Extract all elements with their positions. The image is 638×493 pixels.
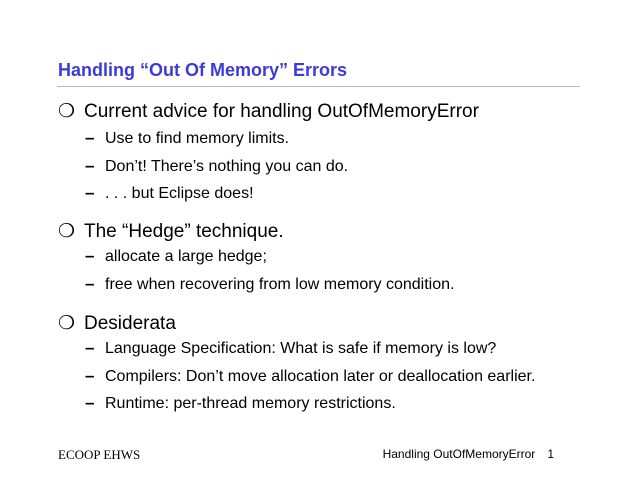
circle-bullet-icon: ❍ — [58, 100, 76, 122]
sub-item-text: Language Specification: What is safe if memory is low? — [105, 340, 497, 357]
sub-item — [85, 366, 535, 386]
dash-icon: – — [85, 128, 95, 147]
sub-item — [85, 156, 348, 176]
sub-item — [85, 393, 396, 413]
footer-venue: ECOOP EHWS — [58, 447, 141, 462]
slide-title: Handling “Out Of Memory” Errors — [58, 60, 348, 80]
sub-item-text: Use to find memory limits. — [105, 130, 290, 147]
bullet-hedge-technique — [58, 220, 284, 243]
sub-item-text: allocate a large hedge; — [105, 248, 267, 265]
sub-item-text: Compilers: Don’t move allocation later or deallocation earlier. — [105, 368, 536, 385]
bullet-text: The “Hedge” technique. — [84, 221, 284, 242]
sub-item-text: . . . but Eclipse does! — [105, 185, 254, 202]
sub-item — [85, 183, 254, 203]
sub-item — [85, 128, 289, 148]
title-divider — [57, 86, 580, 87]
sub-item — [85, 274, 454, 294]
page-number: 1 — [547, 447, 554, 461]
dash-icon: – — [85, 366, 95, 385]
sub-item — [85, 338, 496, 358]
bullet-desiderata — [58, 312, 176, 335]
bullet-current-advice — [58, 100, 479, 123]
dash-icon: – — [85, 338, 95, 357]
sub-item — [85, 246, 267, 266]
dash-icon: – — [85, 246, 95, 265]
sub-item-text: Runtime: per-thread memory restrictions. — [105, 395, 396, 412]
circle-bullet-icon: ❍ — [58, 220, 76, 242]
dash-icon: – — [85, 156, 95, 175]
bullet-text: Current advice for handling OutOfMemoryError — [84, 101, 479, 122]
footer-title — [383, 447, 554, 461]
dash-icon: – — [85, 274, 95, 293]
dash-icon: – — [85, 393, 95, 412]
sub-item-text: free when recovering from low memory condition. — [105, 276, 455, 293]
bullet-text: Desiderata — [84, 313, 176, 334]
circle-bullet-icon: ❍ — [58, 312, 76, 334]
footer-title-text: Handling OutOfMemoryError — [382, 447, 536, 461]
dash-icon: – — [85, 183, 95, 202]
sub-item-text: Don’t! There’s nothing you can do. — [105, 158, 349, 175]
